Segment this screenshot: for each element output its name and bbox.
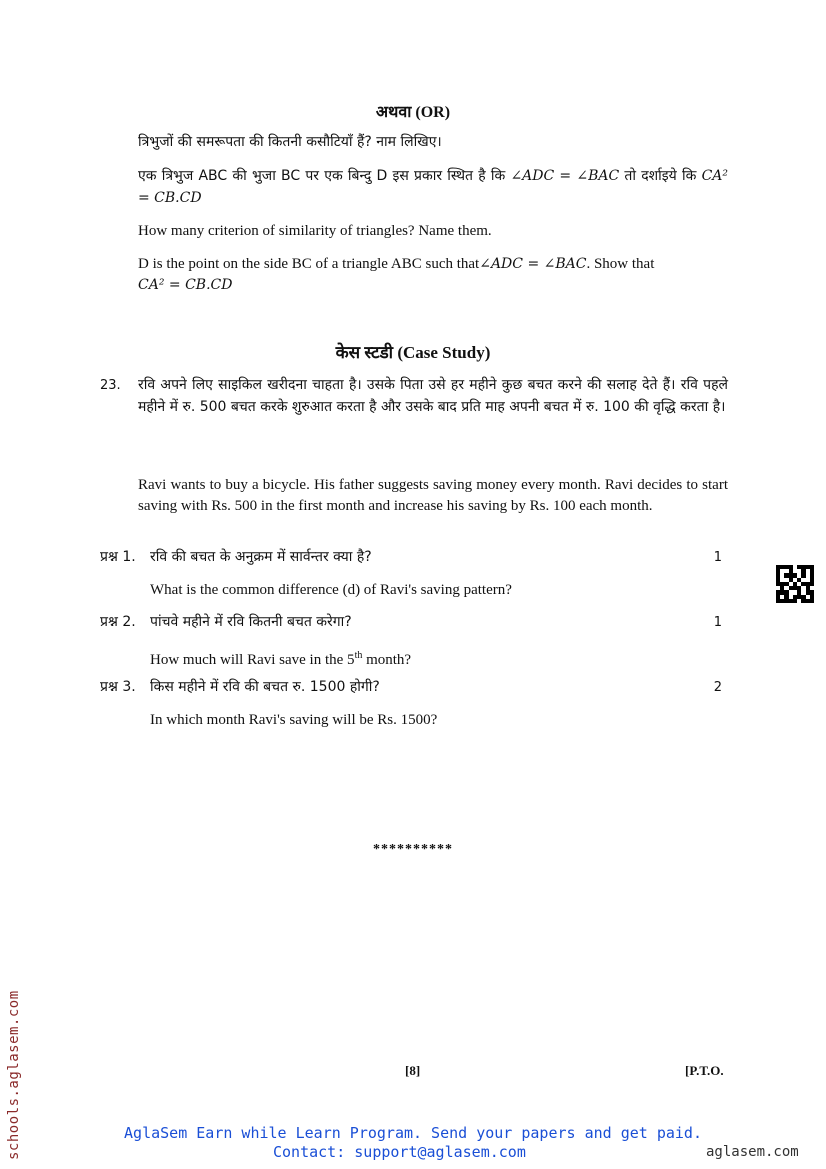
english-case-intro: Ravi wants to buy a bicycle. His father suggests saving money every month. Ravi decides to start saving with Rs. 500 in the first month and increase his saving by Rs. 100 each month. bbox=[138, 477, 728, 514]
ca-squared-equation-hindi: CA² = CB.CD bbox=[138, 168, 728, 206]
english-prove-text: D is the point on the side BC of a triangle ABC such that bbox=[138, 256, 480, 272]
hindi-case-intro: रवि अपने लिए साइकिल खरीदना चाहता है। उसके पिता उसे हर महीने कुछ बचत करने की सलाह देते हैं। रवि पहले महीने में रु. 500 बचत करके शुरुआत करता है और उसके बाद प्रति माह अपनी बचत में रु. 100 की वृद्धि करता है। bbox=[138, 377, 728, 415]
sub-question-2-label: प्रश्न 2. bbox=[100, 614, 136, 630]
sub-question-1-marks: 1 bbox=[713, 550, 722, 565]
sub-question-3-english: In which month Ravi's saving will be Rs. 1500? bbox=[150, 712, 438, 728]
sub-question-2-english bbox=[150, 645, 411, 671]
sub-question-2-english-pre: How much will Ravi save in the 5 bbox=[150, 652, 355, 668]
sub-question-2-marks: 1 bbox=[713, 615, 722, 630]
sub-question-3-marks: 2 bbox=[713, 680, 722, 695]
hindi-question-prove bbox=[138, 165, 728, 209]
english-prove-text2: . Show that bbox=[586, 256, 655, 272]
sub-question-1-hindi: रवि की बचत के अनुक्रम में सार्वन्तर क्या है? bbox=[150, 549, 372, 565]
footer-ad: AglaSem Earn while Learn Program. Send your papers and get paid. bbox=[124, 1124, 702, 1142]
angle-equation-english: ∠ADC = ∠BAC bbox=[479, 256, 587, 272]
hindi-prove-text: एक त्रिभुज ABC की भुजा BC पर एक बिन्दु D इस प्रकार स्थित है कि bbox=[138, 168, 506, 184]
hindi-question-criteria: त्रिभुजों की समरूपता की कितनी कसौटियाँ हैं? नाम लिखिए। bbox=[138, 134, 442, 150]
question-number: 23. bbox=[100, 378, 121, 393]
sub-question-3-label: प्रश्न 3. bbox=[100, 679, 136, 695]
qr-code[interactable] bbox=[776, 565, 814, 603]
superscript-th: th bbox=[354, 650, 363, 661]
qr-module bbox=[810, 599, 814, 603]
footer-site-link[interactable]: aglasem.com bbox=[706, 1144, 799, 1160]
end-marker: ********** bbox=[373, 842, 453, 857]
sub-question-3-hindi: किस महीने में रवि की बचत रु. 1500 होगी? bbox=[150, 679, 380, 695]
qr-code-icon bbox=[776, 565, 814, 603]
or-heading: अथवा (OR) bbox=[375, 104, 451, 121]
ca-squared-equation-english: CA² = CB.CD bbox=[138, 277, 233, 293]
case-study-heading: केस स्टडी (Case Study) bbox=[335, 343, 491, 362]
sub-question-2-hindi: पांचवे महीने में रवि कितनी बचत करेगा? bbox=[150, 614, 352, 630]
sub-question-2-english-post: month? bbox=[362, 652, 412, 668]
hindi-prove-text2: तो दर्शाइये कि bbox=[624, 168, 697, 184]
sub-question-1-english: What is the common difference (d) of Ravi's saving pattern? bbox=[150, 582, 512, 598]
angle-equation-hindi: ∠ADC = ∠BAC bbox=[510, 168, 620, 184]
english-question-prove bbox=[138, 254, 728, 296]
side-watermark: schools.aglasem.com bbox=[6, 990, 22, 1160]
sub-question-1-label: प्रश्न 1. bbox=[100, 549, 136, 565]
english-question-criteria: How many criterion of similarity of triangles? Name them. bbox=[138, 223, 492, 239]
page-number: [8] bbox=[405, 1063, 421, 1078]
pto-label: [P.T.O. bbox=[685, 1063, 724, 1078]
footer-contact-link[interactable]: Contact: support@aglasem.com bbox=[273, 1143, 526, 1161]
